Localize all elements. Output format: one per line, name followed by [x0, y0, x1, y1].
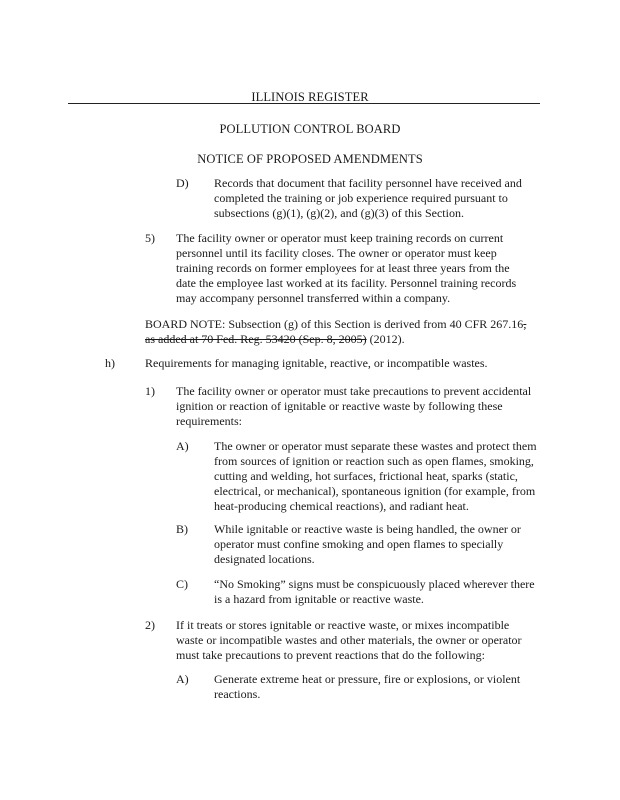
item-h1b-label: B)	[176, 522, 188, 536]
board-note-text: BOARD NOTE: Subsection (g) of this Section is derived from 40 CFR 267.16	[145, 317, 524, 331]
board-title: POLLUTION CONTROL BOARD	[219, 122, 401, 136]
item-h1-label: 1)	[145, 384, 155, 398]
board-note-struck-citation: as added at 70 Fed. Reg. 53420 (Sep. 8, 2005)	[145, 332, 367, 346]
item-h1a-label: A)	[176, 439, 189, 453]
item-h2-text: If it treats or stores ignitable or reactive waste, or mixes incompatible waste or incompatible wastes and other materials, the owner or operator must take precautions to prevent reactions that do the following:	[176, 618, 522, 662]
item-d-label: D)	[176, 176, 189, 190]
item-5-text: The facility owner or operator must keep training records on current personnel until its facility closes. The owner or operator must keep training records on former employees for at least three years from the date the employee last worked at its facility. Personnel training records may accompany personnel transferred within a company.	[176, 231, 517, 305]
item-h-text: Requirements for managing ignitable, reactive, or incompatible wastes.	[145, 356, 488, 370]
register-title: ILLINOIS REGISTER	[251, 90, 369, 104]
notice-title: NOTICE OF PROPOSED AMENDMENTS	[197, 152, 423, 166]
item-h-label: h)	[105, 356, 115, 370]
item-h1a-text: The owner or operator must separate these wastes and protect them from sources of ignition or reaction such as open flames, smoking, cutting and welding, hot surfaces, frictional heat, sparks (static, electrical, or mechanical), spontaneous ignition (for example, from heat-producing chemical reactions), and radiant heat.	[214, 439, 537, 513]
header-rule	[68, 103, 540, 104]
item-d-text: Records that document that facility personnel have received and completed the training or job experience required pursuant to subsections (g)(1), (g)(2), and (g)(3) of this Section.	[214, 176, 522, 220]
item-h1b-text: While ignitable or reactive waste is being handled, the owner or operator must confine smoking and open flames to specially designated locations.	[214, 522, 521, 566]
item-h1c-text: “No Smoking” signs must be conspicuously placed wherever there is a hazard from ignitable or reactive waste.	[214, 577, 535, 606]
item-h1-text: The facility owner or operator must take precautions to prevent accidental ignition or reaction of ignitable or reactive waste by following these requirements:	[176, 384, 532, 428]
board-note-suffix: (2012).	[366, 332, 405, 346]
item-h2-label: 2)	[145, 618, 155, 632]
item-5-label: 5)	[145, 231, 155, 245]
item-h2a-label: A)	[176, 672, 189, 686]
board-note	[145, 317, 533, 347]
board-note-struck-comma: ,	[523, 317, 527, 331]
item-h1c-label: C)	[176, 577, 188, 591]
item-h2a-text: Generate extreme heat or pressure, fire or explosions, or violent reactions.	[214, 672, 521, 701]
